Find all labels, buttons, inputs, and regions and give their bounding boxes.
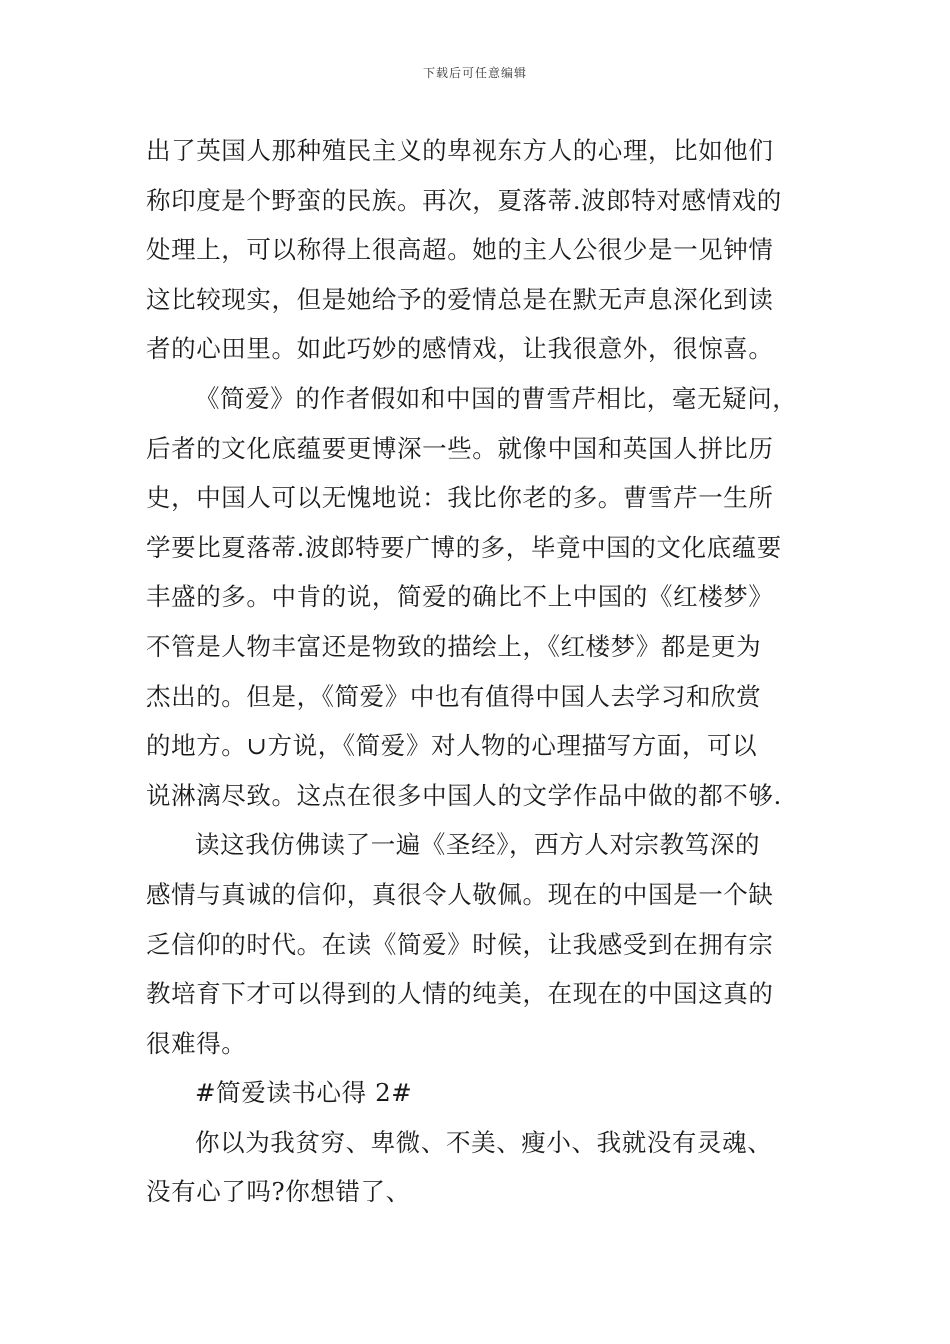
page-header: 下载后可任意编辑 bbox=[422, 66, 527, 80]
body-text bbox=[146, 126, 816, 1217]
text-line: 的地方。∪方说，《简爱》对人物的心理描写方面，可以 bbox=[146, 731, 758, 761]
text-line: 不管是人物丰富还是物致的描绘上，《红楼梦》都是更为 bbox=[146, 631, 762, 661]
text-line: 很难得。 bbox=[146, 1028, 247, 1058]
text-line: 说淋漓尽致。这点在很多中国人的文学作品中做的都不够. bbox=[146, 780, 782, 810]
text-line: 后者的文化底蕴要更博深一些。就像中国和英国人拼比历 bbox=[146, 433, 774, 463]
text-line: 这比较现实，但是她给予的爱情总是在默无声息深化到读 bbox=[146, 284, 774, 314]
text-line: 杰出的。但是，《简爱》中也有值得中国人去学习和欣赏 bbox=[146, 681, 762, 711]
text-line: 称印度是个野蛮的民族。再次，夏落蒂.波郎特对感情戏的 bbox=[146, 185, 782, 215]
text-line: 读这我仿佛读了一遍《圣经》，西方人对宗教笃深的 bbox=[195, 830, 761, 860]
text-line: 《简爱》的作者假如和中国的曹雪芹相比，毫无疑问， bbox=[195, 383, 798, 413]
text-line: 者的心田里。如此巧妙的感情戏，让我很意外，很惊喜。 bbox=[146, 334, 774, 364]
text-line: 没有心了吗?你想错了、 bbox=[146, 1177, 411, 1207]
text-line: 史，中国人可以无愧地说：我比你老的多。曹雪芹一生所 bbox=[146, 483, 774, 513]
text-line: 感情与真诚的信仰，真很令人敬佩。现在的中国是一个缺 bbox=[146, 879, 774, 909]
text-line: 你以为我贫穷、卑微、不美、瘦小、我就没有灵魂、 bbox=[195, 1127, 773, 1157]
text-line: 教培育下才可以得到的人情的纯美，在现在的中国这真的 bbox=[146, 979, 774, 1009]
text-line: 出了英国人那种殖民主义的卑视东方人的心理，比如他们 bbox=[146, 136, 774, 165]
text-line: 学要比夏落蒂.波郎特要广博的多，毕竟中国的文化底蕴要 bbox=[146, 532, 782, 562]
text-line: 处理上，可以称得上很高超。她的主人公很少是一见钟情 bbox=[146, 235, 774, 265]
text-line: #简爱读书心得 2# bbox=[195, 1078, 413, 1108]
text-line: 乏信仰的时代。在读《简爱》时候，让我感受到在拥有宗 bbox=[146, 929, 774, 959]
text-line: 丰盛的多。中肯的说，简爱的确比不上中国的《红楼梦》 bbox=[146, 582, 774, 612]
